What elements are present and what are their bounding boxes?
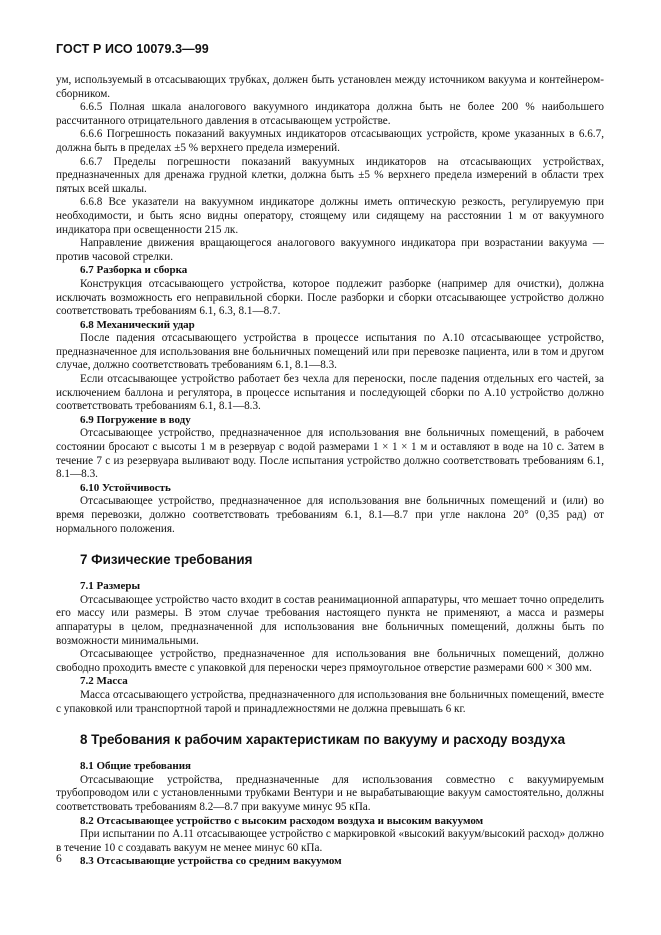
subsection-heading: 6.9 Погружение в воду: [80, 413, 191, 426]
page-header: ГОСТ Р ИСО 10079.3—99: [56, 42, 209, 56]
subsection-heading: 7.2 Масса: [80, 675, 128, 688]
paragraph: Отсасывающие устройства, предназначенные для использования совместно с вакуумируемым трубопроводом или с установленными трубками Вентури и не вырабатывающие вакуум самостоятельно, должны соответствовать требованиям 8.2—8.7 при вакууме минус 95 кПа.: [56, 773, 604, 813]
paragraph: Масса отсасывающего устройства, предназначенного для использования вне больничных помещений, вместе с упаковкой или транспортной тарой и принадлежностями не должна превышать 6 кг.: [56, 688, 604, 715]
subsection-heading: 8.3 Отсасывающие устройства со средним вакуумом: [80, 855, 342, 868]
paragraph: 6.6.6 Погрешность показаний вакуумных индикаторов отсасывающих устройств, кроме указанных в 6.6.7, должна быть в пределах ±5 % верхнего предела измерений.: [56, 128, 604, 154]
paragraph: Отсасывающее устройство, предназначенное для использования вне больничных помещений, в рабочем состоянии бросают с высоты 1 м в резервуар с водой размерами 1 × 1 × 1 м и оставляют в воде на 10 с. Затем в течение 7 с из резервуара выливают воду. После испытания устройство должно соответствовать требованиям 6.1, 8.1—8.3.: [56, 427, 604, 481]
subsection-heading: 7.1 Размеры: [80, 580, 141, 593]
paragraph: Направление движения вращающегося аналогового вакуумного индикатора при возрастании вакуума — против часовой стрелки.: [56, 237, 604, 263]
paragraph: ум, используемый в отсасывающих трубках, должен быть установлен между источником вакуума и контейнером-сборником.: [56, 74, 604, 100]
paragraph: При испытании по А.11 отсасывающее устройство с маркировкой «высокий вакуум/высокий расход» должно в течение 10 с создавать вакуум не менее минус 60 кПа.: [56, 828, 604, 854]
subsection-heading: 6.10 Устойчивость: [80, 481, 171, 494]
section-heading: 7 Физические требования: [80, 552, 253, 568]
subsection-heading: 8.2 Отсасывающее устройство с высоким расходом воздуха и высоким вакуумом: [80, 814, 484, 827]
subsection-heading: 8.1 Общие требования: [80, 760, 191, 773]
page-number: 6: [56, 853, 62, 865]
paragraph: Если отсасывающее устройство работает без чехла для переноски, после падения отдельных его частей, за исключением баллона и регулятора, в процессе испытания и последующей сборки по А.10 устройство должно соответствовать требованиям 6.1, 8.1—8.3.: [56, 373, 604, 413]
paragraph: После падения отсасывающего устройства в процессе испытания по А.10 отсасывающее устройство, предназначенное для использования вне больничных помещений или при перевозке пациента, или в том и другом случае, должно соответствовать требованиям 6.1, 8.1—8.3.: [56, 332, 604, 372]
section-heading: 8 Требования к рабочим характеристикам по вакууму и расходу воздуха: [80, 732, 566, 748]
paragraph: 6.6.7 Пределы погрешности показаний вакуумных индикаторов на отсасывающих устройствах, предназначенных для дренажа грудной клетки, должна быть ±5 % верхнего предела измерений в области трех пятых всей шкалы.: [56, 155, 604, 195]
paragraph: Отсасывающее устройство, предназначенное для использования вне больничных помещений и (или) во время перевозки, должно соответствовать требованиям 6.1, 8.1—8.7 при угле наклона 20° (0,35 рад) от нормального положения.: [56, 495, 604, 535]
subsection-heading: 6.7 Разборка и сборка: [80, 264, 188, 277]
subsection-heading: 6.8 Механический удар: [80, 318, 195, 331]
paragraph: 6.6.5 Полная шкала аналогового вакуумного индикатора должна быть не более 200 % наибольшего рассчитанного отрицательного давления в отсасывающем устройстве.: [56, 101, 604, 127]
paragraph: Отсасывающее устройство часто входит в состав реанимационной аппаратуры, что мешает точно определить его массу или размеры. В этом случае требования настоящего пункта не применяют, а масса и размеры аппаратуры в целом, предназначенной для использования вне больничных помещений, должны быть по возможности минимальными.: [56, 593, 604, 647]
paragraph: Отсасывающее устройство, предназначенное для использования вне больничных помещений, должно свободно проходить вместе с упаковкой для переноски через прямоугольное отверстие размерами 600 × 300 мм.: [56, 648, 604, 674]
paragraph: 6.6.8 Все указатели на вакуумном индикаторе должны иметь оптическую резкость, регулируемую при необходимости, и быть ясно видны оператору, стоящему или сидящему на расстоянии 1 м от вакуумного индикатора при освещенности 215 лк.: [56, 196, 604, 236]
paragraph: Конструкция отсасывающего устройства, которое подлежит разборке (например для очистки), должна исключать возможность его неправильной сборки. После разборки и сборки отсасывающее устройство должно соответствовать требованиям 6.1, 6.3, 8.1—8.7.: [56, 277, 604, 318]
document-body: [56, 74, 604, 869]
